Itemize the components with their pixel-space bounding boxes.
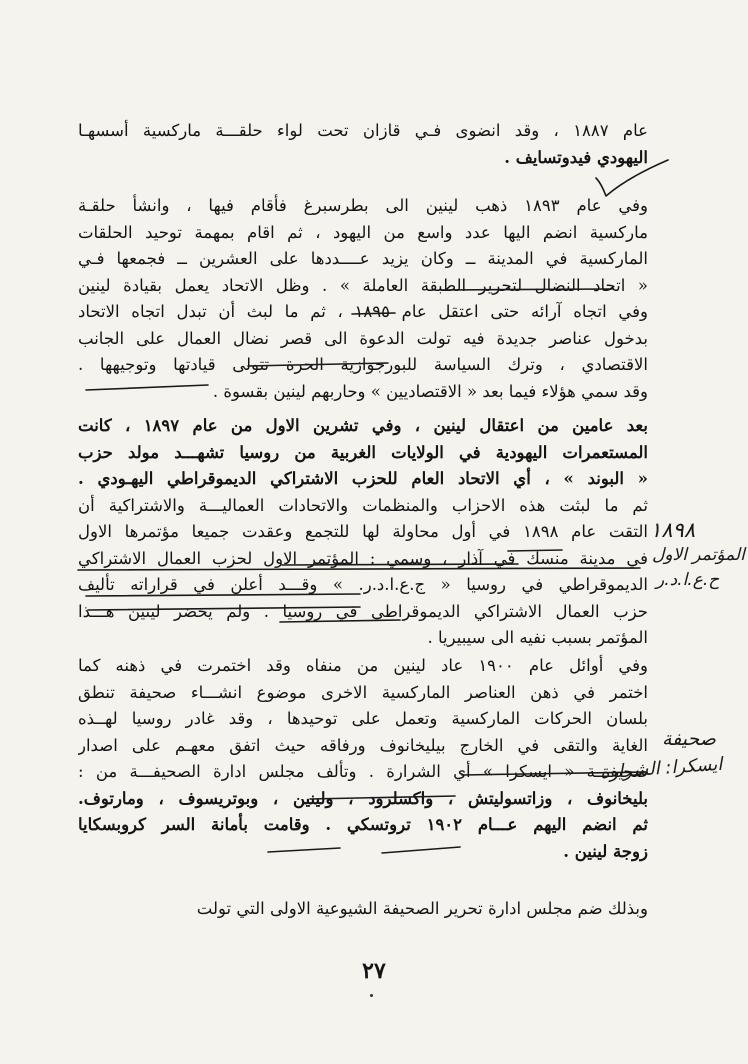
text-line: التقت عام ١٨٩٨ في أول محاولة لها للتجمع وعقدت جميعا مؤتمرها الاول	[78, 522, 648, 541]
paragraph-4	[78, 653, 648, 865]
text-line: صحيفـــة « ايسكرا » أي الشرارة . وتألف مجلس ادارة الصحيفـــة من :	[78, 762, 648, 781]
text-line: المستعمرات اليهودية في الولايات الغربية من روسيا تشهـــد مولد حزب	[78, 442, 648, 462]
text-line: بدخول عناصر جديدة فيه تولت الدعوة الى قصر نضال العمال على الجانب	[78, 328, 648, 348]
text-line: « البوند » ، أي الاتحاد العام للحزب الاشتراكي الديموقراطي اليهـودي .	[78, 469, 648, 488]
margin-note-congress: المؤتمر الاول	[652, 545, 745, 565]
text-line: الاقتصادي ، وترك السياسة للبورجوازية الحرة تتولى قيادتها وتوجيهها .	[78, 355, 648, 374]
text-line: بليخانوف ، وزاتسوليتش ، واكسلرود ، ولينين ، وبوتريسوف ، ومارتوف.	[78, 788, 648, 808]
text-line: ثم ما لبثت هذه الاحزاب والمنظمات والاتحادات العماليـــة والاشتراكية أن	[78, 495, 648, 515]
text-line: بعد عامين من اعتقال لينين ، وفي تشرين الاول من عام ١٨٩٧ ، كانت	[78, 416, 648, 435]
text-line: حزب العمال الاشتراكي الديموقراطي في روسيا . ولم يحضر لينين هـــذا	[78, 601, 648, 621]
margin-note-newspaper: صحيفة	[662, 728, 716, 750]
text-line: عام ١٨٨٧ ، وقد انضوى فـي قازان تحت لواء حلقـــة ماركسية أسسهـا	[78, 121, 648, 140]
paragraph-5	[78, 896, 648, 923]
text-line: ثم انضم اليهم عـــام ١٩٠٢ تروتسكي . وقامت بأمانة السر كروبسكايا	[78, 815, 648, 834]
text-line: الماركسية في المدينة ــ وكان يزيد عــــددها على العشرين ــ فجمعها فـي	[78, 249, 648, 268]
text-line: وقد سمي هؤلاء فيما بعد « الاقتصاديين » وحاربهم لينين بقسوة .	[212, 381, 648, 401]
text-line: وبذلك ضم مجلس ادارة تحرير الصحيفة الشيوعية الاولى التي تولت	[196, 899, 648, 918]
ink-dot	[370, 994, 373, 997]
paragraph-3	[78, 413, 648, 652]
text-line: في مدينة منسك في آذار ، وسمي : المؤتمر الاول لحزب العمال الاشتراكي	[78, 548, 648, 568]
margin-note-year: ١٨٩٨	[650, 518, 696, 542]
text-line: زوجة لينين .	[563, 841, 648, 861]
text-line: الديموقراطي في روسيا « ج.ع.ا.د.ر. » وقـــد أعلن في قراراته تأليف	[78, 575, 648, 594]
paragraph-2	[78, 193, 648, 405]
text-line: بلسان الحركات الماركسية وتعمل على توحيدها ، وقد غادر روسيا لهــذه	[78, 709, 648, 728]
text-line: المؤتمر بسبب نفيه الى سيبيريا .	[427, 628, 648, 647]
page-number: ٢٧	[362, 958, 386, 984]
margin-note-congress-abbrev: ح.ع.ا.د.ر	[656, 570, 720, 590]
text-line: وفي اتجاه آرائه حتى اعتقل عام ١٨٩٥ ، ثم ما لبث أن تبدل اتجاه الاتحاد	[78, 302, 648, 321]
text-line: اختمر في ذهن العناصر الماركسية الاخرى موضوع انشـــاء صحيفة تنطق	[78, 682, 648, 702]
text-line: الغاية والتقى في الخارج بيليخانوف ورفاقه حيث اتفق معهـم على اصدار	[78, 735, 648, 755]
paragraph-1	[78, 118, 648, 171]
text-line: وفي أوائل عام ١٩٠٠ عاد لينين من منفاه وقد اختمرت في ذهنه كما	[78, 656, 648, 675]
text-line: « اتحاد النضال لتحرير الطبقة العاملة » . وظل الاتحاد يعمل بقيادة لينين	[78, 275, 648, 295]
text-line: اليهودي فيدوتسايف .	[504, 147, 648, 167]
margin-note-iskra: ايسكرا: الشرارة	[599, 753, 723, 784]
text-line: ماركسية انضم اليها عدد واسع من اليهود ، ثم اقام بمهمة توحيد الحلقات	[78, 222, 648, 242]
text-line: وفي عام ١٨٩٣ ذهب لينين الى بطرسبرغ فأقام فيها ، وانشأ حلقـة	[78, 196, 648, 215]
